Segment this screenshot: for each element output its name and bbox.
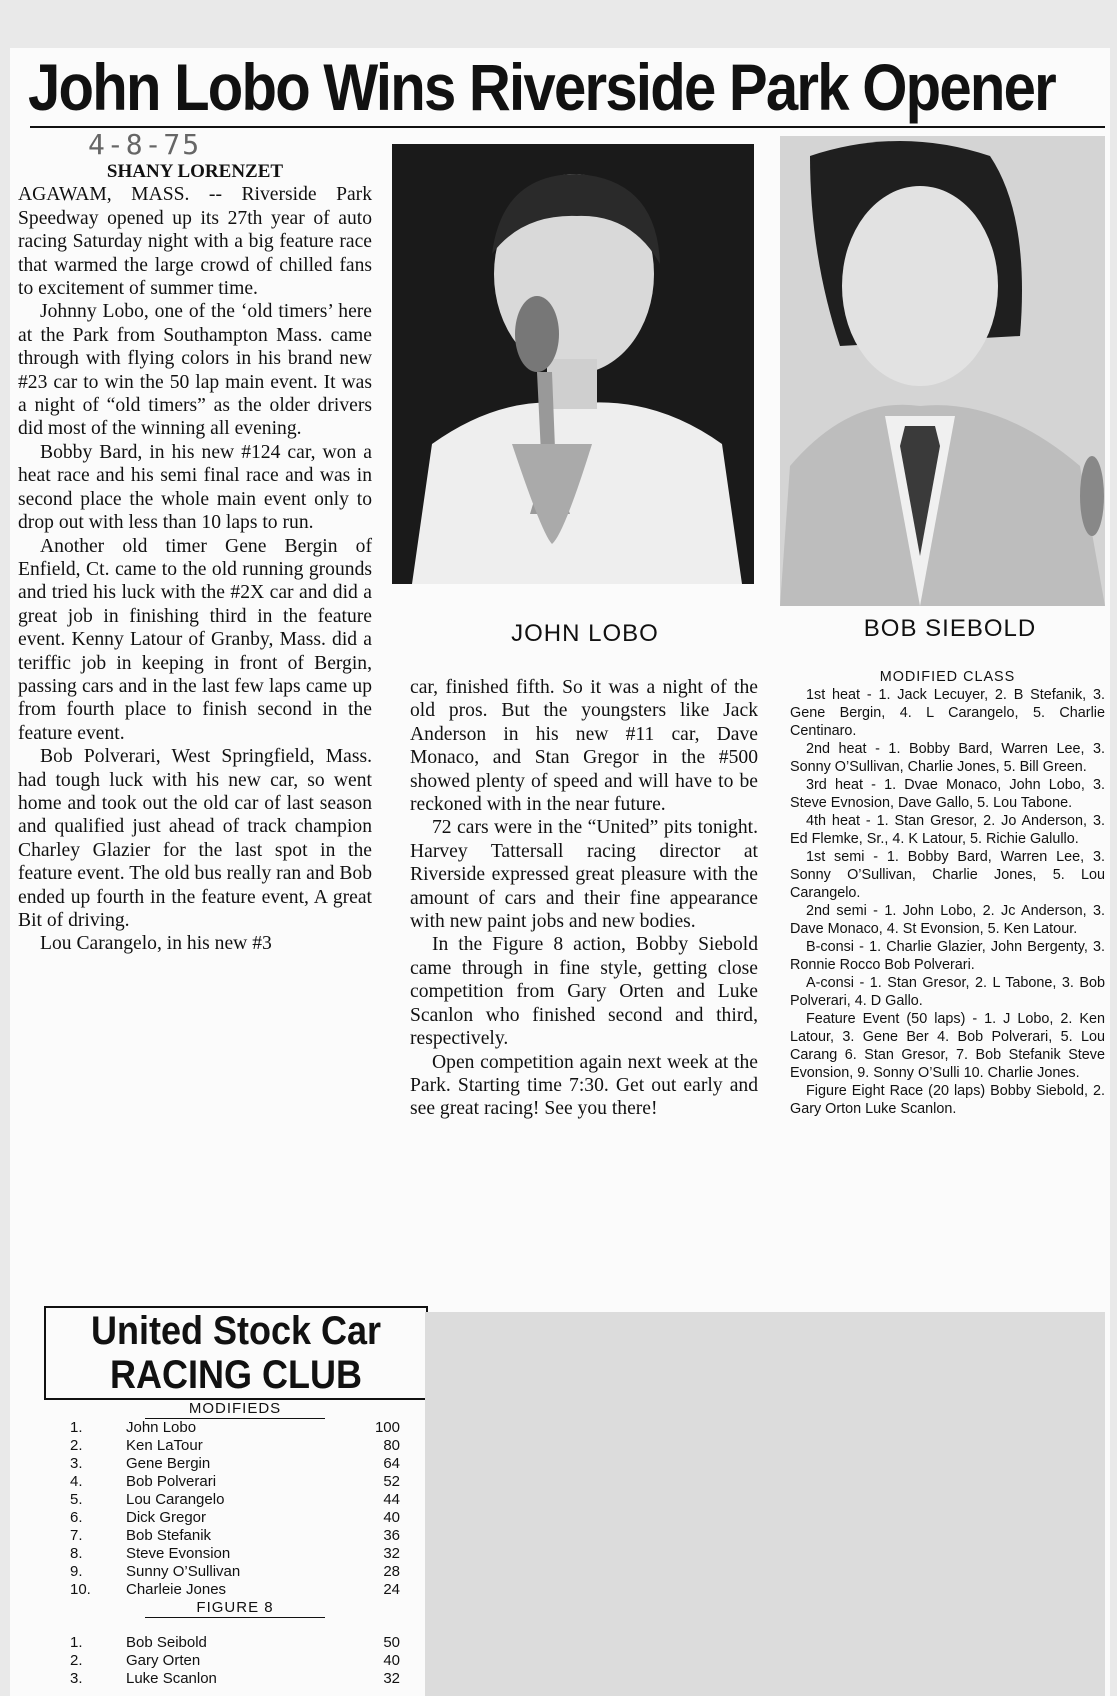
- article-paragraph: Bob Polverari, West Springfield, Mass. had tough luck with his new car, so went home and took out the old car of last season and qualified just ahead of track champion Charley Glazier for the last spot in the feature event. The old bus really ran and Bob ended up fourth in the feature event, A great Bit of driving.: [18, 746, 372, 931]
- standings-row: [70, 1473, 400, 1491]
- driver-points: 24: [383, 1581, 400, 1598]
- article-paragraph: Bobby Bard, in his new #124 car, won a heat race and his semi final race and was in second place the whole main event only to drop out with less than 10 laps to run.: [18, 441, 372, 534]
- standings-row: [70, 1652, 400, 1670]
- photo-caption-bob-siebold: BOB SIEBOLD: [863, 615, 1037, 642]
- article-paragraph: Johnny Lobo, one of the ‘old timers’ here at the Park from Southampton Mass. came through with flying colors in his brand new #23 car to win the 50 lap main event. It was a night of “old timers” as the older drivers did most of the winning all evening.: [18, 301, 372, 440]
- result-entry: Feature Event (50 laps) - 1. J Lobo, 2. Ken Latour, 3. Gene Ber 4. Bob Polverari, 5. Lou Carang 6. Stan Gresor, 7. Bob Stefanik Steve Evonsion, 9. Sonny O’Sulli 10. Charlie Jones.: [790, 1011, 1105, 1081]
- results-body: [790, 686, 1105, 1118]
- driver-points: 36: [383, 1527, 400, 1544]
- driver-name: Sunny O’Sullivan: [126, 1563, 241, 1580]
- article-column-1: [18, 160, 372, 956]
- driver-name: Bob Polverari: [126, 1473, 217, 1490]
- handwritten-date: 4-8-75: [88, 128, 202, 161]
- driver-name: John Lobo: [126, 1419, 197, 1436]
- standings-row: [70, 1419, 400, 1437]
- article-paragraph: Lou Carangelo, in his new #3: [40, 933, 272, 955]
- driver-name: Ken LaTour: [126, 1437, 203, 1454]
- standings-row: [70, 1437, 400, 1455]
- result-entry: B-consi - 1. Charlie Glazier, John Bergenty, 3. Ronnie Rocco Bob Polverari.: [790, 939, 1105, 973]
- driver-name: Bob Stefanik: [126, 1527, 212, 1544]
- standings-row: [70, 1455, 400, 1473]
- result-entry: 1st heat - 1. Jack Lecuyer, 2. B Stefanik, 3. Gene Bergin, 4. L Carangelo, 5. Charlie Centinaro.: [790, 687, 1105, 739]
- driver-points: 80: [383, 1437, 400, 1454]
- standings-rank: 1.: [70, 1634, 83, 1651]
- modifieds-header: MODIFIEDS: [145, 1400, 325, 1419]
- standings-rank: 4.: [70, 1473, 83, 1490]
- driver-points: 40: [383, 1509, 400, 1526]
- article-column-2: [410, 676, 758, 1121]
- driver-points: 64: [383, 1455, 400, 1472]
- figure8-list: [70, 1634, 400, 1688]
- race-results: [790, 668, 1105, 1118]
- club-title-line-1: United Stock Car: [90, 1309, 382, 1353]
- article-paragraph: 72 cars were in the “United” pits tonight. Harvey Tattersall racing director at Riverside expressed great pleasure with the amount of cars and their fine appearance with new paint jobs and new bodies.: [410, 817, 758, 933]
- result-entry: 2nd semi - 1. John Lobo, 2. Jc Anderson, 3. Dave Monaco, 4. St Evonsion, 5. Ken Latour.: [790, 903, 1105, 937]
- headline: John Lobo Wins Riverside Park Opener: [28, 50, 1055, 124]
- article-paragraph: AGAWAM, MASS. -- Riverside Park Speedway opened up its 27th year of auto racing Saturday night with a big feature race that warmed the large crowd of chilled fans to excitement of summer time.: [18, 184, 372, 300]
- standings-rank: 10.: [70, 1581, 91, 1598]
- driver-name: Charleie Jones: [126, 1581, 227, 1598]
- bob-siebold-photo: [780, 136, 1105, 606]
- standings-rank: 2.: [70, 1652, 83, 1669]
- driver-name: Luke Scanlon: [126, 1670, 217, 1687]
- club-title-box: [44, 1306, 428, 1400]
- blank-area: [425, 1312, 1105, 1696]
- driver-points: 32: [383, 1670, 400, 1687]
- driver-points: 50: [383, 1634, 400, 1651]
- standings-row: [70, 1581, 400, 1599]
- john-lobo-photo: [392, 144, 754, 584]
- article-paragraph: In the Figure 8 action, Bobby Siebold came through in fine style, getting close competition from Gary Orten and Luke Scanlon who finished second and third, respectively.: [410, 934, 758, 1050]
- driver-name: Steve Evonsion: [126, 1545, 231, 1562]
- driver-points: 28: [383, 1563, 400, 1580]
- photo-caption-john-lobo: JOHN LOBO: [511, 620, 659, 647]
- standings-rank: 7.: [70, 1527, 83, 1544]
- driver-name: Gary Orten: [126, 1652, 201, 1669]
- figure8-header: FIGURE 8: [145, 1599, 325, 1618]
- modifieds-list: [70, 1419, 400, 1599]
- driver-points: 32: [383, 1545, 400, 1562]
- standings-row: [70, 1670, 400, 1688]
- result-entry: 4th heat - 1. Stan Gresor, 2. Jo Anderson, 3. Ed Flemke, Sr., 4. K Latour, 5. Richie Galullo.: [790, 813, 1105, 847]
- standings-rank: 9.: [70, 1563, 83, 1580]
- driver-points: 100: [374, 1419, 400, 1436]
- standings-row: [70, 1634, 400, 1652]
- driver-name: Bob Seibold: [126, 1634, 207, 1651]
- driver-name: Dick Gregor: [126, 1509, 207, 1526]
- standings-rank: 1.: [70, 1419, 83, 1436]
- standings-row: [70, 1545, 400, 1563]
- standings-rank: 3.: [70, 1670, 83, 1687]
- results-header: MODIFIED CLASS: [879, 669, 1016, 685]
- standings-rank: 5.: [70, 1491, 83, 1508]
- standings-rank: 3.: [70, 1455, 83, 1472]
- result-entry: 2nd heat - 1. Bobby Bard, Warren Lee, 3. Sonny O’Sullivan, Charlie Jones, 5. Bill Green.: [790, 741, 1105, 775]
- standings-rank: 6.: [70, 1509, 83, 1526]
- result-entry: 3rd heat - 1. Dvae Monaco, John Lobo, 3. Steve Evnosion, Dave Gallo, 5. Lou Tabone.: [790, 777, 1105, 811]
- driver-points: 52: [383, 1473, 400, 1490]
- standings-row: [70, 1509, 400, 1527]
- driver-points: 44: [383, 1491, 400, 1508]
- driver-points: 40: [383, 1652, 400, 1669]
- points-standings: [70, 1400, 400, 1688]
- standings-row: [70, 1527, 400, 1545]
- result-entry: Figure Eight Race (20 laps) Bobby Siebold, 2. Gary Orton Luke Scanlon.: [790, 1083, 1105, 1117]
- byline: SHANY LORENZET: [106, 161, 284, 182]
- club-title-line-2: RACING CLUB: [110, 1353, 362, 1397]
- result-entry: A-consi - 1. Stan Gresor, 2. L Tabone, 3. Bob Polverari, 4. D Gallo.: [790, 975, 1105, 1009]
- result-entry: 1st semi - 1. Bobby Bard, Warren Lee, 3. Sonny O’Sullivan, Charlie Jones, 5. Lou Carangelo.: [790, 849, 1105, 901]
- article-paragraph: car, finished fifth. So it was a night of the old pros. But the youngsters like Jack Anderson in his new #11 car, Dave Monaco, and Stan Gregor in the #500 showed plenty of speed and will have to be reckoned with in the near future.: [410, 677, 758, 816]
- standings-row: [70, 1563, 400, 1581]
- standings-rank: 2.: [70, 1437, 83, 1454]
- article-paragraph: Open competition again next week at the Park. Starting time 7:30. Get out early and see great racing! See you there!: [410, 1051, 758, 1120]
- standings-rank: 8.: [70, 1545, 83, 1562]
- article-paragraph: Another old timer Gene Bergin of Enfield, Ct. came to the old running grounds and tried his luck with the #2X car and did a great job in finishing third in the feature event. Kenny Latour of Granby, Mass. did a teriffic job in keeping in front of Bergin, passing cars and in the last few laps came up from fourth place to finish second in the feature event.: [18, 535, 372, 744]
- driver-name: Lou Carangelo: [126, 1491, 225, 1508]
- driver-name: Gene Bergin: [126, 1455, 211, 1472]
- standings-row: [70, 1491, 400, 1509]
